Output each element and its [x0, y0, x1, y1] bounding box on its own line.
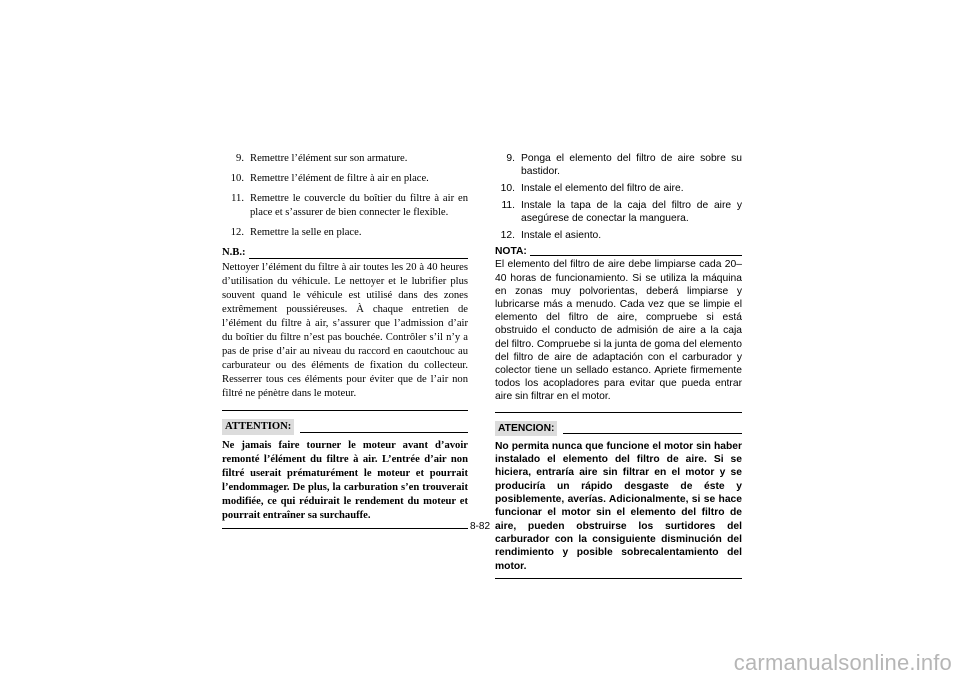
step-number: 10. — [230, 173, 244, 185]
caution-label: ATENCION: — [495, 421, 557, 436]
heading-rule — [563, 433, 742, 434]
list-item — [495, 182, 742, 195]
heading-rule — [249, 258, 468, 259]
step-number: 11. — [231, 193, 244, 205]
caution-label: ATTENTION: — [222, 419, 294, 435]
step-text: Instale el elemento del filtro de aire. — [521, 182, 684, 194]
note-text: El elemento del filtro de aire debe limpiarse cada 20–40 horas de funcionamiento. Si se utiliza la máquina en zonas muy polvorientas, deberá limpiarse y lubricarse más a menudo. Cada vez que se limpie el elemento del filtro de aire, compruebe si está obstruido el conducto de admisión de aire a la caja del filtro. Compruebe si la junta de goma del elemento del filtro de aire de adaptación con el carburador y colector tiene un sellado estanco. Apriete firmemente todos los acopladores para evitar que pueda entrar aire sin filtrar en el motor. — [495, 259, 742, 403]
caution-text: Ne jamais faire tourner le moteur avant d’avoir remonté l’élément du filtre à air. L’entrée d’air non filtré userait prématurément le moteur et pourrait l’endommager. De plus, la carburation s’en trouverait modifiée, ce qui réduirait le rendement du moteur et pourrait entraîner sa surchauffe. — [222, 439, 468, 522]
step-list — [222, 152, 468, 240]
step-text: Ponga el elemento del filtro de aire sobre su bastidor. — [521, 153, 742, 178]
note-label: N.B.: — [222, 247, 246, 259]
watermark: carmanualsonline.info — [733, 650, 952, 675]
divider — [495, 578, 742, 579]
heading-rule — [530, 255, 742, 256]
spanish-column — [495, 152, 742, 579]
step-number: 11. — [501, 199, 515, 211]
list-item — [495, 152, 742, 178]
step-text: Remettre l’élément de filtre à air en place. — [250, 173, 429, 185]
step-number: 12. — [230, 227, 244, 239]
note-heading — [495, 245, 742, 258]
divider — [222, 410, 468, 411]
step-number: 9. — [506, 153, 515, 164]
step-text: Remettre l’élément sur son armature. — [250, 153, 408, 164]
divider — [222, 528, 468, 529]
caution-text: No permita nunca que funcione el motor sin haber instalado el elemento del filtro de aire. Si se hiciera, entraría aire sin filtrar en el motor y se produciría un rápido desgaste de éste y posiblemente, averías. Adicionalmente, si se hace funcionar el motor sin el elemento del filtro de aire, pueden obstruirse los surtidores del carburador con la consiguiente disminución del rendimiento y posible sobrecalentamiento del motor. — [495, 440, 742, 572]
step-list — [495, 152, 742, 242]
step-text: Instale el asiento. — [521, 229, 602, 241]
list-item — [222, 192, 468, 220]
list-item — [495, 199, 742, 225]
divider — [495, 412, 742, 413]
heading-rule — [300, 432, 468, 433]
note-text: Nettoyer l’élément du filtre à air toutes les 20 à 40 heures d’utilisation du véhicule. Le nettoyer et le lubrifier plus souvent quand le véhicule est utilisé dans des zones extrêmement poussiéreuses. À chaque entretien de l’élément du filtre à air, s’assurer que l’admission d’air du boîtier du filtre n’est pas bouchée. Contrôler s’il n’y a pas de prise d’air au niveau du raccord en caoutchouc au carburateur ou des éléments de fixation du collecteur. Resserrer tous ces éléments pour éviter que de l’air non filtré ne pénètre dans le moteur. — [222, 261, 468, 400]
step-number: 10. — [500, 182, 515, 194]
page-number: 8-82 — [470, 521, 491, 532]
note-label: NOTA: — [495, 246, 527, 258]
note-heading — [222, 246, 468, 260]
french-column — [222, 152, 468, 529]
list-item — [222, 226, 468, 240]
list-item — [222, 152, 468, 166]
step-text: Remettre la selle en place. — [250, 227, 362, 239]
caution-heading — [222, 419, 468, 435]
step-text: Instale la tapa de la caja del filtro de aire y asegúrese de conectar la manguera. — [521, 199, 742, 224]
step-text: Remettre le couvercle du boîtier du filtre à air en place et s’assurer de bien connecter le flexible. — [250, 193, 468, 219]
list-item — [222, 172, 468, 186]
caution-heading — [495, 421, 742, 436]
step-number: 9. — [236, 153, 244, 164]
list-item — [495, 229, 742, 242]
step-number: 12. — [500, 229, 515, 241]
